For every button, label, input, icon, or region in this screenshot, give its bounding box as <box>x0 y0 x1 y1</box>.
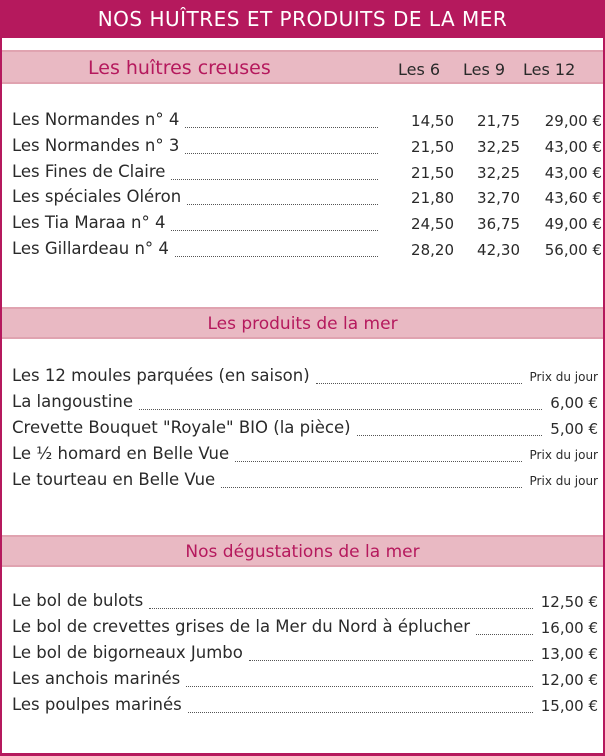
oyster-name: Les Gillardeau n° 4 <box>12 239 169 258</box>
dotted-leader <box>185 127 378 128</box>
price-12: 43,00 € <box>544 164 602 182</box>
seafood-item-name: La langoustine <box>12 392 133 411</box>
oyster-name: Les Tia Maraa n° 4 <box>12 213 166 232</box>
dotted-leader <box>185 153 378 154</box>
col-les-12: Les 12 <box>523 60 576 79</box>
seafood-item-price: Prix du jour <box>529 370 598 384</box>
price-12: 43,00 € <box>544 138 602 156</box>
tastings-item-price: 15,00 € <box>540 697 598 715</box>
oyster-row <box>12 136 602 160</box>
dotted-leader <box>175 256 378 257</box>
oyster-name: Les Fines de Claire <box>12 162 166 181</box>
oyster-name: Les spéciales Oléron <box>12 187 182 206</box>
seafood-row <box>12 418 598 442</box>
tastings-header <box>2 535 603 567</box>
dotted-leader <box>188 712 533 713</box>
oyster-row <box>12 239 602 263</box>
price-6: 14,50 <box>411 112 454 130</box>
seafood-item-name: Le ½ homard en Belle Vue <box>12 444 230 463</box>
price-6: 21,50 <box>411 138 454 156</box>
col-les-6: Les 6 <box>398 60 441 79</box>
tastings-row <box>12 695 598 719</box>
seafood-item-name: Crevette Bouquet "Royale" BIO (la pièce) <box>12 418 351 437</box>
tastings-heading: Nos dégustations de la mer <box>185 542 420 562</box>
dotted-leader <box>186 686 533 687</box>
dotted-leader <box>187 204 378 205</box>
price-9: 21,75 <box>477 112 520 130</box>
seafood-item-price: 5,00 € <box>550 420 598 438</box>
oyster-row <box>12 213 602 237</box>
price-6: 21,80 <box>411 189 454 207</box>
price-12: 49,00 € <box>544 215 602 233</box>
oyster-row <box>12 110 602 134</box>
price-9: 32,25 <box>477 138 520 156</box>
seafood-row <box>12 392 598 416</box>
dotted-leader <box>221 487 522 488</box>
dotted-leader <box>357 435 542 436</box>
tastings-row <box>12 669 598 693</box>
price-9: 42,30 <box>477 241 520 259</box>
seafood-item-price: Prix du jour <box>529 474 598 488</box>
price-12: 29,00 € <box>544 112 602 130</box>
tastings-item-name: Les poulpes marinés <box>12 695 182 714</box>
seafood-item-price: 6,00 € <box>550 394 598 412</box>
col-les-9: Les 9 <box>463 60 506 79</box>
tastings-item-price: 13,00 € <box>540 645 598 663</box>
dotted-leader <box>171 230 378 231</box>
seafood-item-name: Les 12 moules parquées (en saison) <box>12 366 310 385</box>
dotted-leader <box>149 608 533 609</box>
oyster-row <box>12 187 602 211</box>
dotted-leader <box>139 409 542 410</box>
tastings-item-name: Le bol de bulots <box>12 591 144 610</box>
seafood-header <box>2 307 603 339</box>
price-6: 28,20 <box>411 241 454 259</box>
oysters-header <box>2 50 603 84</box>
tastings-item-name: Le bol de crevettes grises de la Mer du Nord à éplucher <box>12 617 471 636</box>
dotted-leader <box>235 461 522 462</box>
price-9: 36,75 <box>477 215 520 233</box>
oyster-name: Les Normandes n° 4 <box>12 110 180 129</box>
seafood-item-name: Le tourteau en Belle Vue <box>12 470 216 489</box>
oyster-name: Les Normandes n° 3 <box>12 136 180 155</box>
tastings-row <box>12 591 598 615</box>
seafood-heading: Les produits de la mer <box>207 314 398 334</box>
seafood-row <box>12 470 598 494</box>
tastings-item-name: Le bol de bigorneaux Jumbo <box>12 643 243 662</box>
oysters-heading: Les huîtres creuses <box>88 57 271 79</box>
tastings-row <box>12 617 598 641</box>
price-9: 32,70 <box>477 189 520 207</box>
tastings-item-price: 16,00 € <box>540 619 598 637</box>
tastings-item-price: 12,50 € <box>540 593 598 611</box>
tastings-row <box>12 643 598 667</box>
dotted-leader <box>249 660 533 661</box>
price-9: 32,25 <box>477 164 520 182</box>
price-12: 43,60 € <box>544 189 602 207</box>
seafood-item-price: Prix du jour <box>529 448 598 462</box>
dotted-leader <box>171 179 378 180</box>
menu-title: NOS HUÎTRES ET PRODUITS DE LA MER <box>2 0 603 38</box>
price-12: 56,00 € <box>544 241 602 259</box>
tastings-item-name: Les anchois marinés <box>12 669 181 688</box>
price-6: 24,50 <box>411 215 454 233</box>
price-6: 21,50 <box>411 164 454 182</box>
seafood-row <box>12 444 598 468</box>
seafood-row <box>12 366 598 390</box>
tastings-item-price: 12,00 € <box>540 671 598 689</box>
dotted-leader <box>476 634 533 635</box>
dotted-leader <box>316 383 522 384</box>
oyster-row <box>12 162 602 186</box>
